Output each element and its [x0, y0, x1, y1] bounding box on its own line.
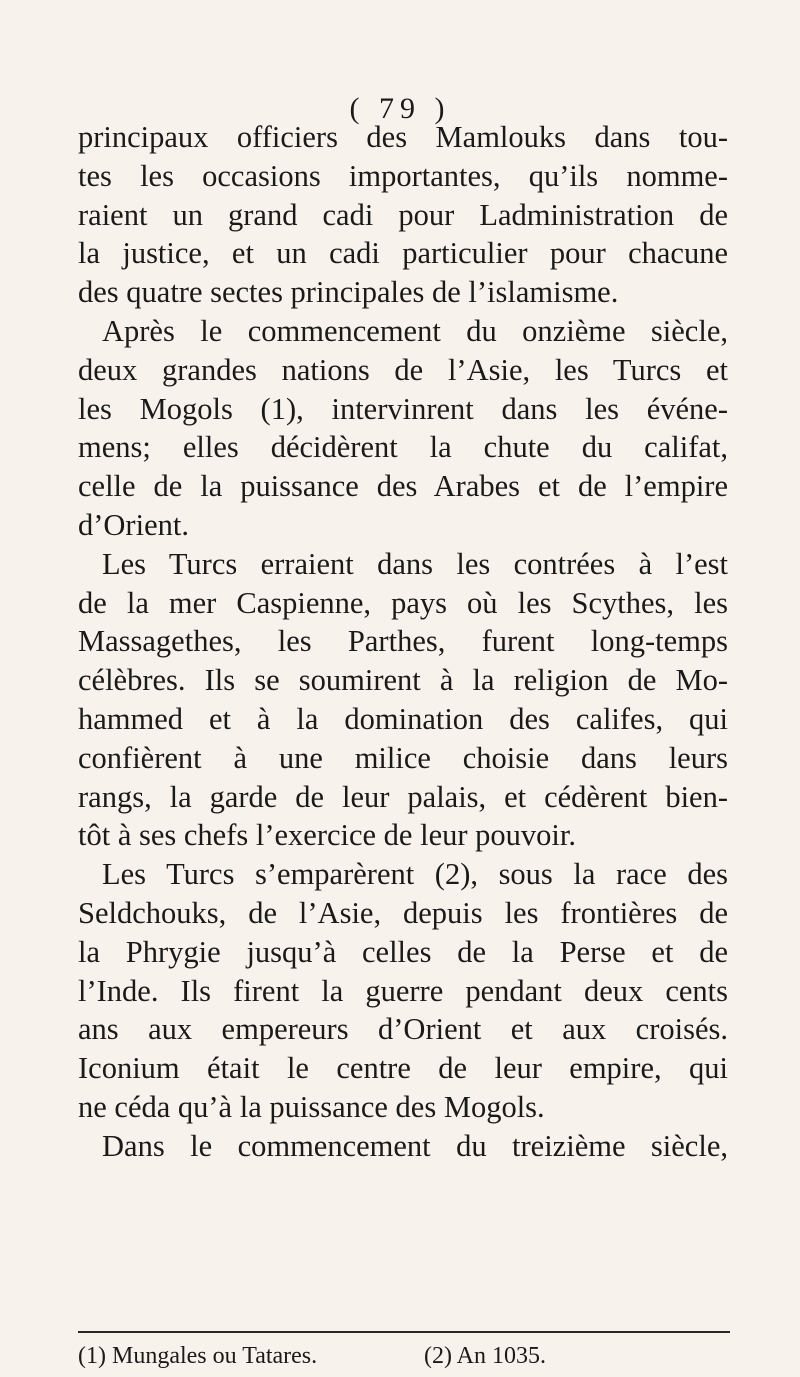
text-line: Après le commencement du onzième siècle,: [102, 313, 728, 348]
text-line: de la mer Caspienne, pays où les Scythes, les: [78, 585, 728, 620]
body-text: [78, 118, 728, 1166]
footnotes: [78, 1343, 730, 1370]
text-line: principaux officiers des Mamlouks dans tou-: [78, 120, 728, 154]
text-line: Massagethes, les Parthes, furent long-temps: [78, 624, 728, 659]
text-line: l’Inde. Ils firent la guerre pendant deux cents: [78, 973, 728, 1008]
text-line: ans aux empereurs d’Orient et aux croisés.: [78, 1012, 728, 1047]
text-line: celle de la puissance des Arabes et de l’empire: [78, 469, 728, 504]
text-line: la Phrygie jusqu’à celles de la Perse et de: [78, 934, 728, 969]
text-line: hammed et à la domination des califes, qui: [78, 701, 728, 736]
text-line: Seldchouks, de l’Asie, depuis les frontières de: [78, 895, 728, 930]
text-line: Les Turcs erraient dans les contrées à l’est: [102, 546, 728, 581]
text-line: rangs, la garde de leur palais, et cédèrent bien-: [78, 779, 728, 814]
text-line: Iconium était le centre de leur empire, qui: [78, 1051, 728, 1086]
text-line: mens; elles décidèrent la chute du califat,: [78, 430, 728, 465]
text-line: les Mogols (1), intervinrent dans les événe-: [78, 391, 728, 426]
footnote: (1) Mungales ou Tatares.: [78, 1343, 318, 1369]
text-line: d’Orient.: [78, 507, 189, 542]
text-line: Les Turcs s’emparèrent (2), sous la race des: [102, 857, 728, 892]
text-line: ne céda qu’à la puissance des Mogols.: [78, 1089, 545, 1124]
footnote: (2) An 1035.: [424, 1343, 546, 1369]
footnote-divider: [78, 1331, 730, 1333]
text-line: raient un grand cadi pour Ladministration de: [78, 197, 728, 232]
text-line: deux grandes nations de l’Asie, les Turcs et: [78, 352, 728, 387]
text-line: des quatre sectes principales de l’islamisme.: [78, 275, 619, 310]
text-line: tôt à ses chefs l’exercice de leur pouvoir.: [78, 818, 576, 853]
page-number: ( 79 ): [349, 92, 451, 125]
text-line: tes les occasions importantes, qu’ils nomme-: [78, 158, 728, 193]
text-line: célèbres. Ils se soumirent à la religion de Mo-: [78, 663, 728, 698]
text-line: confièrent à une milice choisie dans leurs: [78, 740, 728, 775]
text-line: la justice, et un cadi particulier pour chacune: [78, 236, 728, 271]
text-line: Dans le commencement du treizième siècle,: [102, 1128, 728, 1163]
